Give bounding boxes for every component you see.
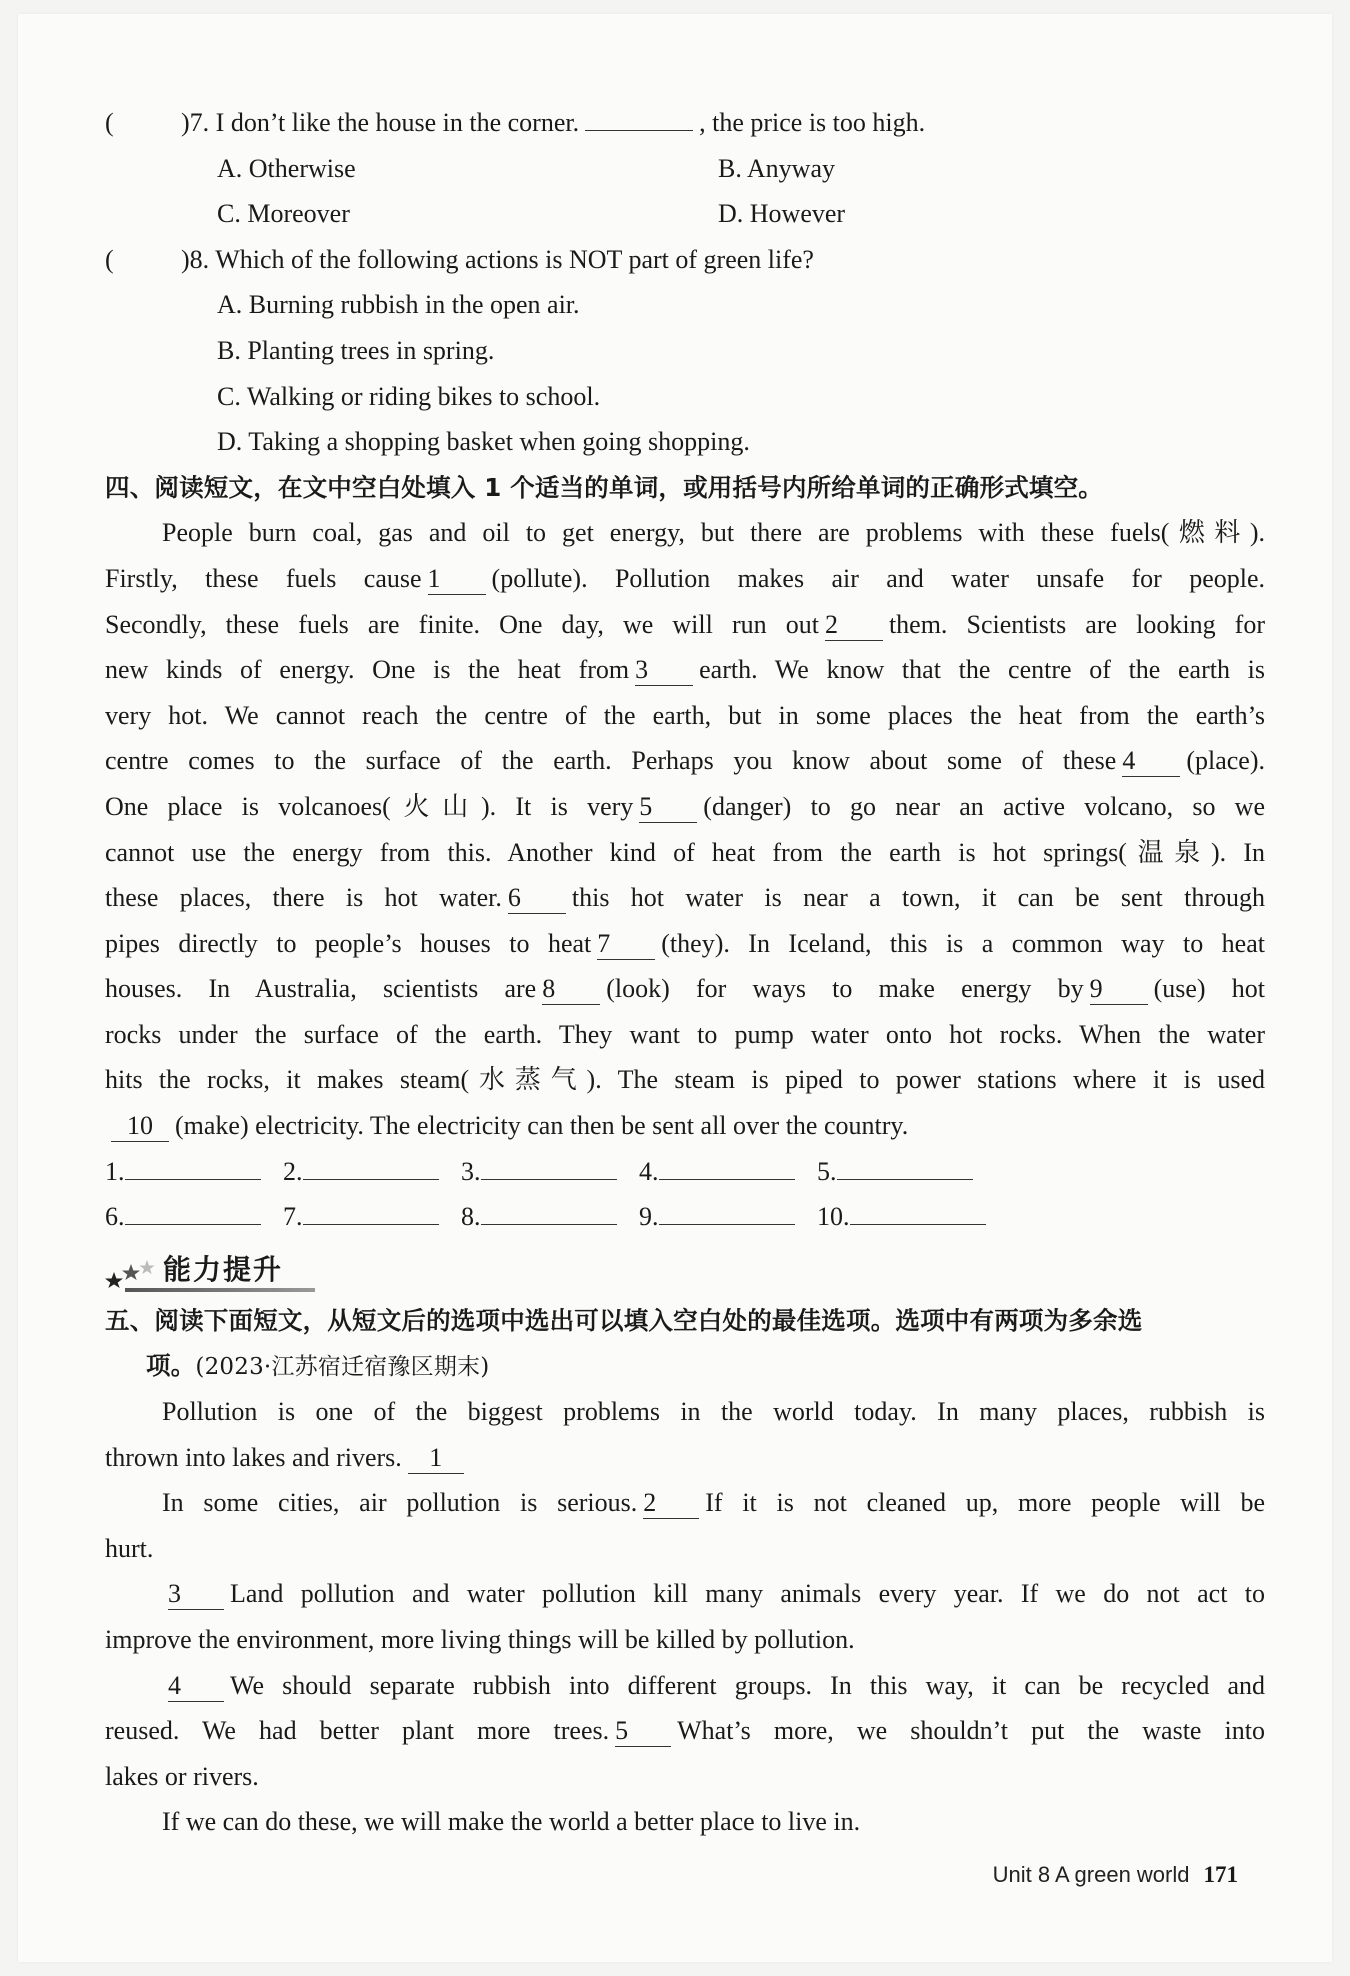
answer-number: 8. [461, 1202, 481, 1232]
content [105, 100, 1265, 1845]
passage-text: Secondly, these fuels are finite. One day, we will run out [105, 609, 819, 639]
passage-line [105, 1799, 1265, 1845]
passage-text: Firstly, these fuels cause [105, 563, 422, 593]
passage-text: hits the rocks, it makes steam(水蒸气). The steam is piped to power stations where it is used [105, 1065, 1265, 1095]
answer-number: 3. [461, 1156, 481, 1186]
source-note: (2023·江苏宿迁宿豫区期末) [195, 1354, 490, 1381]
passage-line [105, 784, 1265, 830]
passage-line [105, 693, 1265, 739]
passage-text: very hot. We cannot reach the centre of the earth, but in some places the heat from the earth’s [105, 700, 1265, 730]
passage-text: One place is volcanoes(火山). It is very [105, 791, 634, 821]
answer-number: 7. [283, 1202, 303, 1232]
answer-number: 4. [639, 1156, 659, 1186]
passage-text: If it is not cleaned up, more people will be [705, 1488, 1265, 1518]
passage-text: earth. We know that the centre of the earth is [699, 655, 1265, 685]
answer-number: 5. [817, 1156, 837, 1186]
passage-line [105, 1754, 1265, 1800]
section-5-heading: 五、阅读下面短文，从短文后的选项中选出可以填入空白处的最佳选项。选项中有两项为多余选 [105, 1305, 1143, 1335]
answer-number: 1. [105, 1156, 125, 1186]
passage-text: rocks under the surface of the earth. They want to pump water onto hot rocks. When the water [105, 1019, 1265, 1049]
section-5-heading-cont [105, 1343, 1265, 1389]
answer-item [283, 1149, 439, 1195]
passage-text: What’s more, we shouldn’t put the waste into [677, 1716, 1265, 1746]
option-d[interactable]: D. Taking a shopping basket when going shopping. [217, 427, 750, 457]
option-a[interactable]: A. Otherwise [217, 153, 356, 183]
section-5-passage [105, 1389, 1265, 1845]
blank-5[interactable]: 5 [639, 792, 697, 823]
passage-text: improve the environment, more living things will be killed by pollution. [105, 1625, 855, 1654]
answer-line[interactable] [850, 1194, 986, 1225]
answer-line[interactable] [837, 1149, 973, 1180]
blank-3[interactable]: 3 [635, 655, 693, 686]
option-row [105, 191, 1265, 237]
question-stem: )7. I don’t like the house in the corner. [181, 108, 580, 137]
passage-line [105, 921, 1265, 967]
blank-8[interactable]: 8 [542, 974, 600, 1005]
option-d[interactable]: D. However [718, 199, 846, 229]
answer-line[interactable] [303, 1149, 439, 1180]
passage-line [105, 1389, 1265, 1435]
passage-text: (pollute). Pollution makes air and water unsafe for people. [491, 563, 1266, 593]
answer-row [105, 1149, 1265, 1195]
section-4-passage [105, 510, 1265, 1148]
blank-3[interactable]: 3 [168, 1579, 224, 1610]
passage-text: hurt. [105, 1533, 154, 1563]
answer-row [105, 1194, 1265, 1240]
passage-text: (make) electricity. The electricity can then be sent all over the country. [175, 1111, 909, 1141]
blank-10[interactable]: 10 [111, 1111, 169, 1142]
passage-line [105, 1617, 1265, 1663]
blank-2[interactable]: 2 [825, 610, 883, 641]
answer-item [817, 1194, 986, 1240]
option-b[interactable]: B. Planting trees in spring. [217, 335, 495, 365]
blank-4[interactable]: 4 [1122, 746, 1180, 777]
answer-item [817, 1149, 973, 1195]
answer-line[interactable] [125, 1149, 261, 1180]
option-c[interactable]: C. Moreover [217, 199, 350, 229]
passage-line [105, 510, 1265, 556]
passage-text: new kinds of energy. One is the heat from [105, 655, 630, 685]
question-8 [105, 237, 1265, 283]
answer-line[interactable] [659, 1194, 795, 1225]
passage-text: centre comes to the surface of the earth. Perhaps you know about some of these [105, 746, 1117, 776]
title-underline [125, 1288, 315, 1292]
blank-1[interactable]: 1 [428, 564, 486, 595]
passage-text: these places, there is hot water. [105, 883, 502, 913]
passage-line [105, 647, 1265, 693]
passage-line [105, 1571, 1265, 1617]
passage-line [105, 1012, 1265, 1058]
passage-line [105, 1103, 1265, 1149]
passage-line [105, 875, 1265, 921]
section-4-heading: 四、阅读短文，在文中空白处填入 1 个适当的单词，或用括号内所给单词的正确形式填空。 [105, 472, 1104, 502]
answer-paren: ( [105, 108, 114, 137]
page-number: 171 [1203, 1862, 1238, 1887]
passage-text: In some cities, air pollution is serious. [162, 1488, 638, 1518]
answer-blank[interactable] [585, 100, 693, 131]
answer-number: 9. [639, 1202, 659, 1232]
passage-text: them. Scientists are looking for [888, 609, 1265, 639]
ability-section-title [105, 1244, 1265, 1296]
passage-text: (danger) to go near an active volcano, so we [703, 791, 1265, 821]
unit-label: Unit 8 A green world [992, 1862, 1190, 1887]
answer-item [461, 1194, 617, 1240]
blank-9[interactable]: 9 [1090, 974, 1148, 1005]
question-7 [105, 100, 1265, 146]
answer-item [639, 1149, 795, 1195]
answer-item [283, 1194, 439, 1240]
answer-item [105, 1194, 261, 1240]
answer-number: 6. [105, 1202, 125, 1232]
passage-line [105, 1480, 1265, 1526]
passage-text: Land pollution and water pollution kill many animals every year. If we do not act to [230, 1579, 1265, 1609]
blank-7[interactable]: 7 [597, 929, 655, 960]
passage-text: (use) hot [1153, 974, 1265, 1004]
passage-text: (look) for ways to make energy by [606, 974, 1084, 1004]
answer-number: 10. [817, 1202, 850, 1232]
passage-text: (place). [1186, 746, 1265, 776]
answer-line[interactable] [659, 1149, 795, 1180]
option-row [105, 146, 1265, 192]
blank-6[interactable]: 6 [508, 883, 566, 914]
blank-5[interactable]: 5 [615, 1716, 671, 1747]
ability-title: 能力提升 [163, 1252, 284, 1286]
answer-item [639, 1194, 795, 1240]
option-c[interactable]: C. Walking or riding bikes to school. [217, 381, 601, 411]
stars-icon [105, 1258, 161, 1288]
answer-paren: ( [105, 244, 114, 274]
passage-line [105, 556, 1265, 602]
answer-line[interactable] [481, 1194, 617, 1225]
passage-line [105, 1708, 1265, 1754]
passage-line [105, 1057, 1265, 1103]
passage-text: People burn coal, gas and oil to get energy, but there are problems with these fuels(燃料). [162, 518, 1265, 548]
passage-line [105, 1526, 1265, 1572]
passage-text: We should separate rubbish into different groups. In this way, it can be recycled and [230, 1670, 1265, 1700]
question-stem: )8. Which of the following actions is NOT part of green life? [181, 244, 814, 274]
answer-line[interactable] [303, 1194, 439, 1225]
passage-line [105, 830, 1265, 876]
passage-text: If we can do these, we will make the world a better place to live in. [162, 1807, 861, 1837]
passage-text: houses. In Australia, scientists are [105, 974, 537, 1004]
passage-text: (they). In Iceland, this is a common way to heat [661, 928, 1265, 958]
blank-2[interactable]: 2 [643, 1488, 699, 1519]
passage-text: cannot use the energy from this. Another kind of heat from the earth is hot springs(温泉). In [105, 837, 1265, 867]
page-footer [993, 1862, 1238, 1888]
passage-line [105, 966, 1265, 1012]
passage-text: reused. We had better plant more trees. [105, 1716, 610, 1746]
page [18, 14, 1332, 1962]
answer-line[interactable] [125, 1194, 261, 1225]
passage-line [105, 738, 1265, 784]
blank-1[interactable]: 1 [408, 1443, 464, 1474]
answer-item [461, 1149, 617, 1195]
question-stem-after: , the price is too high. [699, 108, 926, 137]
option-b[interactable]: B. Anyway [718, 153, 835, 183]
passage-line [105, 602, 1265, 648]
passage-line [105, 1435, 1265, 1481]
heading-text: 项。 [146, 1351, 196, 1381]
answer-number: 2. [283, 1156, 303, 1186]
blank-4[interactable]: 4 [168, 1671, 224, 1702]
passage-text: Pollution is one of the biggest problems in the world today. In many places, rubbish is [162, 1397, 1265, 1427]
option-a[interactable]: A. Burning rubbish in the open air. [217, 290, 580, 320]
answer-line[interactable] [481, 1149, 617, 1180]
passage-text: pipes directly to people’s houses to heat [105, 928, 592, 958]
passage-text: thrown into lakes and rivers. [105, 1442, 402, 1472]
passage-text: lakes or rivers. [105, 1761, 259, 1791]
passage-line [105, 1663, 1265, 1709]
answer-item [105, 1149, 261, 1195]
passage-text: this hot water is near a town, it can be sent through [571, 883, 1265, 913]
